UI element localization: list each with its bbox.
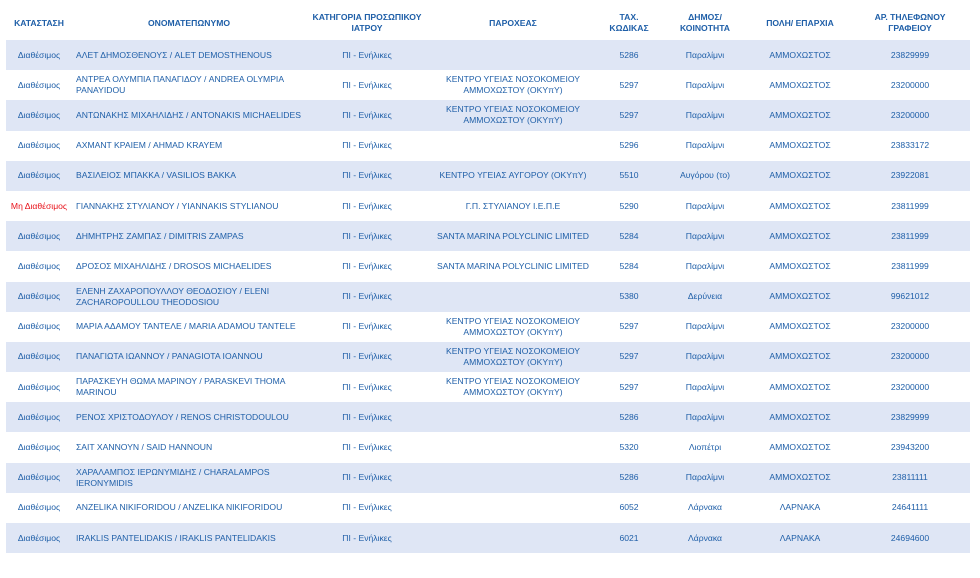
table-header xyxy=(6,8,970,40)
municipality-cell: Παραλίμνι xyxy=(660,70,750,100)
status-cell: Διαθέσιμος xyxy=(6,493,72,523)
phone-cell: 23811999 xyxy=(850,221,970,251)
city-cell: ΑΜΜΟΧΩΣΤΟΣ xyxy=(750,251,850,281)
doctors-table xyxy=(6,8,970,553)
provider-cell: ΚΕΝΤΡΟ ΥΓΕΙΑΣ ΝΟΣΟΚΟΜΕΙΟΥ ΑΜΜΟΧΩΣΤΟΥ (ΟΚΥπΥ) xyxy=(428,372,598,402)
header-city: ΠΟΛΗ/ ΕΠΑΡΧΙΑ xyxy=(750,8,850,40)
provider-cell: ΚΕΝΤΡΟ ΥΓΕΙΑΣ ΝΟΣΟΚΟΜΕΙΟΥ ΑΜΜΟΧΩΣΤΟΥ (ΟΚΥπΥ) xyxy=(428,312,598,342)
zip-cell: 5296 xyxy=(598,131,660,161)
name-cell: ΕΛΕΝΗ ΖΑΧΑΡΟΠΟΥΛΛΟΥ ΘΕΟΔΟΣΙΟΥ / ELENI ZACHAROPOULLOU THEODOSIOU xyxy=(72,282,306,312)
category-cell: ΠΙ - Ενήλικες xyxy=(306,342,428,372)
name-cell: ΔΗΜΗΤΡΗΣ ΖΑΜΠΑΣ / DIMITRIS ZAMPAS xyxy=(72,221,306,251)
name-cell: ΠΑΡΑΣΚΕΥΗ ΘΩΜΑ ΜΑΡΙΝΟΥ / PARASKEVI THOMA MARINOU xyxy=(72,372,306,402)
status-cell: Διαθέσιμος xyxy=(6,251,72,281)
header-municipality: ΔΗΜΟΣ/ ΚΟΙΝΟΤΗΤΑ xyxy=(660,8,750,40)
table-row xyxy=(6,40,970,70)
phone-cell: 23922081 xyxy=(850,161,970,191)
table-row xyxy=(6,402,970,432)
category-cell: ΠΙ - Ενήλικες xyxy=(306,523,428,553)
municipality-cell: Λάρνακα xyxy=(660,493,750,523)
city-cell: ΑΜΜΟΧΩΣΤΟΣ xyxy=(750,131,850,161)
phone-cell: 23811999 xyxy=(850,251,970,281)
category-cell: ΠΙ - Ενήλικες xyxy=(306,282,428,312)
provider-cell xyxy=(428,432,598,462)
phone-cell: 23200000 xyxy=(850,70,970,100)
category-cell: ΠΙ - Ενήλικες xyxy=(306,191,428,221)
zip-cell: 5297 xyxy=(598,70,660,100)
zip-cell: 5297 xyxy=(598,342,660,372)
city-cell: ΑΜΜΟΧΩΣΤΟΣ xyxy=(750,312,850,342)
category-cell: ΠΙ - Ενήλικες xyxy=(306,70,428,100)
header-zip: ΤΑΧ. ΚΩΔΙΚΑΣ xyxy=(598,8,660,40)
city-cell: ΑΜΜΟΧΩΣΤΟΣ xyxy=(750,191,850,221)
status-cell: Διαθέσιμος xyxy=(6,100,72,130)
city-cell: ΑΜΜΟΧΩΣΤΟΣ xyxy=(750,100,850,130)
city-cell: ΑΜΜΟΧΩΣΤΟΣ xyxy=(750,282,850,312)
status-cell: Διαθέσιμος xyxy=(6,432,72,462)
phone-cell: 23200000 xyxy=(850,372,970,402)
category-cell: ΠΙ - Ενήλικες xyxy=(306,131,428,161)
status-cell: Διαθέσιμος xyxy=(6,70,72,100)
provider-cell xyxy=(428,463,598,493)
municipality-cell: Δερύνεια xyxy=(660,282,750,312)
table-row xyxy=(6,342,970,372)
provider-cell: ΚΕΝΤΡΟ ΥΓΕΙΑΣ ΑΥΓΟΡΟΥ (ΟΚΥπΥ) xyxy=(428,161,598,191)
municipality-cell: Παραλίμνι xyxy=(660,312,750,342)
provider-cell: SANTA MARINA POLYCLINIC LIMITED xyxy=(428,251,598,281)
provider-cell xyxy=(428,493,598,523)
city-cell: ΑΜΜΟΧΩΣΤΟΣ xyxy=(750,372,850,402)
zip-cell: 5284 xyxy=(598,251,660,281)
municipality-cell: Παραλίμνι xyxy=(660,40,750,70)
city-cell: ΑΜΜΟΧΩΣΤΟΣ xyxy=(750,40,850,70)
category-cell: ΠΙ - Ενήλικες xyxy=(306,493,428,523)
status-cell: Διαθέσιμος xyxy=(6,372,72,402)
table-row xyxy=(6,493,970,523)
header-provider: ΠΑΡΟΧΕΑΣ xyxy=(428,8,598,40)
name-cell: IRAKLIS PANTELIDAKIS / IRAKLIS PANTELIDAKIS xyxy=(72,523,306,553)
zip-cell: 5286 xyxy=(598,463,660,493)
status-cell: Διαθέσιμος xyxy=(6,402,72,432)
category-cell: ΠΙ - Ενήλικες xyxy=(306,402,428,432)
name-cell: ΡΕΝΟΣ ΧΡΙΣΤΟΔΟΥΛΟΥ / RENOS CHRISTODOULOU xyxy=(72,402,306,432)
header-name: ΟΝΟΜΑΤΕΠΩΝΥΜΟ xyxy=(72,8,306,40)
municipality-cell: Λάρνακα xyxy=(660,523,750,553)
name-cell: ΧΑΡΑΛΑΜΠΟΣ ΙΕΡΩΝΥΜΙΔΗΣ / CHARALAMPOS IERONYMIDIS xyxy=(72,463,306,493)
zip-cell: 5297 xyxy=(598,100,660,130)
city-cell: ΑΜΜΟΧΩΣΤΟΣ xyxy=(750,70,850,100)
name-cell: ΜΑΡΙΑ ΑΔΑΜΟΥ ΤΑΝΤΕΛΕ / MARIA ADAMOU TANTELE xyxy=(72,312,306,342)
header-category: ΚΑΤΗΓΟΡΙΑ ΠΡΟΣΩΠΙΚΟΥ ΙΑΤΡΟΥ xyxy=(306,8,428,40)
city-cell: ΑΜΜΟΧΩΣΤΟΣ xyxy=(750,161,850,191)
header-phone: ΑΡ. ΤΗΛΕΦΩΝΟΥ ΓΡΑΦΕΙΟΥ xyxy=(850,8,970,40)
header-status: ΚΑΤΑΣΤΑΣΗ xyxy=(6,8,72,40)
zip-cell: 5380 xyxy=(598,282,660,312)
municipality-cell: Λιοπέτρι xyxy=(660,432,750,462)
status-cell: Διαθέσιμος xyxy=(6,131,72,161)
provider-cell: Γ.Π. ΣΤΥΛΙΑΝΟΥ Ι.Ε.Π.Ε xyxy=(428,191,598,221)
provider-cell xyxy=(428,40,598,70)
category-cell: ΠΙ - Ενήλικες xyxy=(306,40,428,70)
table-row xyxy=(6,432,970,462)
zip-cell: 5297 xyxy=(598,372,660,402)
municipality-cell: Παραλίμνι xyxy=(660,342,750,372)
table-row xyxy=(6,523,970,553)
status-cell: Διαθέσιμος xyxy=(6,312,72,342)
municipality-cell: Παραλίμνι xyxy=(660,251,750,281)
table-row xyxy=(6,251,970,281)
phone-cell: 23200000 xyxy=(850,342,970,372)
table-row xyxy=(6,131,970,161)
phone-cell: 23811111 xyxy=(850,463,970,493)
name-cell: ANZELIKA NIKIFORIDOU / ANZELIKA NIKIFORIDOU xyxy=(72,493,306,523)
municipality-cell: Παραλίμνι xyxy=(660,100,750,130)
phone-cell: 23829999 xyxy=(850,402,970,432)
city-cell: ΑΜΜΟΧΩΣΤΟΣ xyxy=(750,342,850,372)
phone-cell: 23200000 xyxy=(850,312,970,342)
zip-cell: 5286 xyxy=(598,40,660,70)
phone-cell: 99621012 xyxy=(850,282,970,312)
table-row xyxy=(6,191,970,221)
city-cell: ΛΑΡΝΑΚΑ xyxy=(750,523,850,553)
table-row xyxy=(6,221,970,251)
zip-cell: 5510 xyxy=(598,161,660,191)
table-row xyxy=(6,372,970,402)
zip-cell: 5320 xyxy=(598,432,660,462)
name-cell: ΣΑΙΤ ΧΑΝΝΟΥΝ / SAID HANNOUN xyxy=(72,432,306,462)
phone-cell: 23200000 xyxy=(850,100,970,130)
status-cell: Μη Διαθέσιμος xyxy=(6,191,72,221)
phone-cell: 24641111 xyxy=(850,493,970,523)
zip-cell: 5284 xyxy=(598,221,660,251)
name-cell: ΓΙΑΝΝΑΚΗΣ ΣΤΥΛΙΑΝΟΥ / YIANNAKIS STYLIANOU xyxy=(72,191,306,221)
status-cell: Διαθέσιμος xyxy=(6,463,72,493)
name-cell: ΒΑΣΙΛΕΙΟΣ ΜΠΑΚΚΑ / VASILIOS BAKKA xyxy=(72,161,306,191)
category-cell: ΠΙ - Ενήλικες xyxy=(306,372,428,402)
provider-cell xyxy=(428,282,598,312)
category-cell: ΠΙ - Ενήλικες xyxy=(306,221,428,251)
provider-cell: ΚΕΝΤΡΟ ΥΓΕΙΑΣ ΝΟΣΟΚΟΜΕΙΟΥ ΑΜΜΟΧΩΣΤΟΥ (ΟΚΥπΥ) xyxy=(428,70,598,100)
category-cell: ΠΙ - Ενήλικες xyxy=(306,251,428,281)
municipality-cell: Παραλίμνι xyxy=(660,372,750,402)
status-cell: Διαθέσιμος xyxy=(6,161,72,191)
header-row xyxy=(6,8,970,40)
table-row xyxy=(6,312,970,342)
category-cell: ΠΙ - Ενήλικες xyxy=(306,100,428,130)
status-cell: Διαθέσιμος xyxy=(6,221,72,251)
municipality-cell: Παραλίμνι xyxy=(660,221,750,251)
city-cell: ΑΜΜΟΧΩΣΤΟΣ xyxy=(750,402,850,432)
status-cell: Διαθέσιμος xyxy=(6,523,72,553)
name-cell: ΠΑΝΑΓΙΩΤΑ ΙΩΑΝΝΟΥ / PANAGIOTA IOANNOU xyxy=(72,342,306,372)
table-row xyxy=(6,100,970,130)
zip-cell: 6052 xyxy=(598,493,660,523)
status-cell: Διαθέσιμος xyxy=(6,282,72,312)
zip-cell: 5286 xyxy=(598,402,660,432)
status-cell: Διαθέσιμος xyxy=(6,40,72,70)
category-cell: ΠΙ - Ενήλικες xyxy=(306,432,428,462)
provider-cell: SANTA MARINA POLYCLINIC LIMITED xyxy=(428,221,598,251)
phone-cell: 23811999 xyxy=(850,191,970,221)
municipality-cell: Αυγόρου (το) xyxy=(660,161,750,191)
phone-cell: 24694600 xyxy=(850,523,970,553)
status-cell: Διαθέσιμος xyxy=(6,342,72,372)
municipality-cell: Παραλίμνι xyxy=(660,191,750,221)
provider-cell: ΚΕΝΤΡΟ ΥΓΕΙΑΣ ΝΟΣΟΚΟΜΕΙΟΥ ΑΜΜΟΧΩΣΤΟΥ (ΟΚΥπΥ) xyxy=(428,342,598,372)
name-cell: ΔΡΟΣΟΣ ΜΙΧΑΗΛΙΔΗΣ / DROSOS MICHAELIDES xyxy=(72,251,306,281)
city-cell: ΛΑΡΝΑΚΑ xyxy=(750,493,850,523)
table-row xyxy=(6,463,970,493)
provider-cell: ΚΕΝΤΡΟ ΥΓΕΙΑΣ ΝΟΣΟΚΟΜΕΙΟΥ ΑΜΜΟΧΩΣΤΟΥ (ΟΚΥπΥ) xyxy=(428,100,598,130)
city-cell: ΑΜΜΟΧΩΣΤΟΣ xyxy=(750,221,850,251)
zip-cell: 5290 xyxy=(598,191,660,221)
municipality-cell: Παραλίμνι xyxy=(660,402,750,432)
city-cell: ΑΜΜΟΧΩΣΤΟΣ xyxy=(750,432,850,462)
phone-cell: 23829999 xyxy=(850,40,970,70)
municipality-cell: Παραλίμνι xyxy=(660,131,750,161)
phone-cell: 23833172 xyxy=(850,131,970,161)
table-body xyxy=(6,40,970,553)
zip-cell: 5297 xyxy=(598,312,660,342)
phone-cell: 23943200 xyxy=(850,432,970,462)
table-row xyxy=(6,161,970,191)
zip-cell: 6021 xyxy=(598,523,660,553)
provider-cell xyxy=(428,523,598,553)
city-cell: ΑΜΜΟΧΩΣΤΟΣ xyxy=(750,463,850,493)
table-row xyxy=(6,282,970,312)
name-cell: ΑΧΜΑΝΤ ΚΡΑΙΕΜ / AHMAD KRAYEM xyxy=(72,131,306,161)
provider-cell xyxy=(428,131,598,161)
name-cell: ΑΝΤΩΝΑΚΗΣ ΜΙΧΑΗΛΙΔΗΣ / ANTONAKIS MICHAELIDES xyxy=(72,100,306,130)
provider-cell xyxy=(428,402,598,432)
municipality-cell: Παραλίμνι xyxy=(660,463,750,493)
category-cell: ΠΙ - Ενήλικες xyxy=(306,161,428,191)
category-cell: ΠΙ - Ενήλικες xyxy=(306,312,428,342)
name-cell: ΑΛΕΤ ΔΗΜΟΣΘΕΝΟΥΣ / ALET DEMOSTHENOUS xyxy=(72,40,306,70)
table-row xyxy=(6,70,970,100)
category-cell: ΠΙ - Ενήλικες xyxy=(306,463,428,493)
name-cell: ΑΝΤΡΕΑ ΟΛΥΜΠΙΑ ΠΑΝΑΓΙΔΟΥ / ANDREA OLYMPIA PANAYIDOU xyxy=(72,70,306,100)
